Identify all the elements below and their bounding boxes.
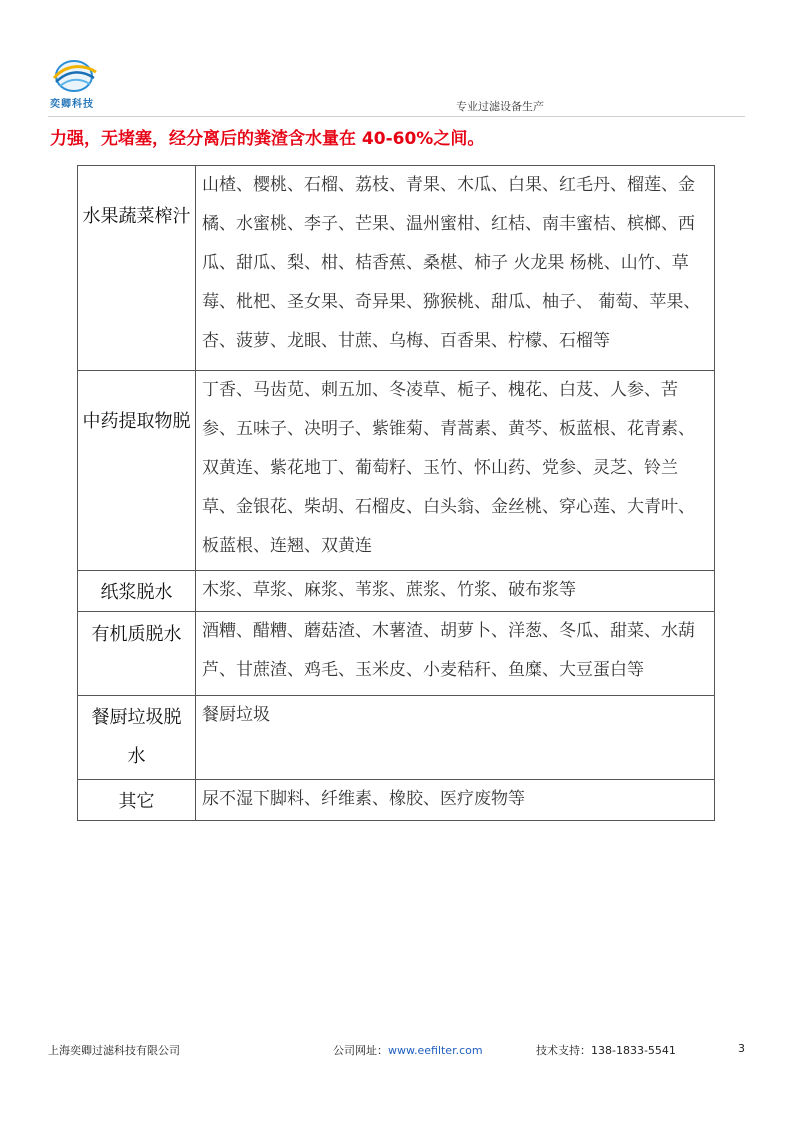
website-label: 公司网址：	[333, 1044, 388, 1057]
website-link[interactable]: www.eefilter.com	[388, 1044, 483, 1057]
table-row	[78, 371, 715, 571]
items-cell: 木浆、草浆、麻浆、苇浆、蔗浆、竹浆、破布浆等	[196, 571, 715, 612]
footer-website	[333, 1042, 483, 1058]
application-table	[77, 165, 715, 821]
table-row	[78, 612, 715, 696]
items-cell: 尿不湿下脚料、纤维素、橡胶、医疗废物等	[196, 780, 715, 821]
items-cell: 丁香、马齿苋、刺五加、冬凌草、栀子、槐花、白芨、人参、苦参、五味子、决明子、紫锥菊、青蒿素、黄芩、板蓝根、花青素、双黄连、紫花地丁、葡萄籽、玉竹、怀山药、党参、灵芝、铃兰草、金银花、柴胡、石榴皮、白头翁、金丝桃、穿心莲、大青叶、板蓝根、连翘、双黄连	[196, 371, 715, 571]
support-label: 技术支持：	[536, 1044, 591, 1057]
footer-company: 上海奕卿过滤科技有限公司	[48, 1044, 180, 1057]
globe-logo-icon	[48, 56, 100, 96]
footer-support	[536, 1042, 676, 1058]
logo-text: 奕卿科技	[50, 99, 94, 110]
category-cell	[78, 371, 196, 571]
category-cell: 纸浆脱水	[78, 571, 196, 612]
items-cell: 餐厨垃圾	[196, 696, 715, 780]
table-row	[78, 780, 715, 821]
lead-text: 力强，无堵塞，经分离后的粪渣含水量在 40-60%之间。	[50, 129, 485, 149]
page-number: 3	[738, 1042, 745, 1055]
category-cell	[78, 612, 196, 696]
header-divider	[48, 116, 745, 117]
category-label: 中药提取物脱	[82, 411, 191, 432]
table-row	[78, 696, 715, 780]
header-tagline: 专业过滤设备生产	[456, 100, 544, 113]
items-cell: 酒糟、醋糟、蘑菇渣、木薯渣、胡萝卜、洋葱、冬瓜、甜菜、水葫芦、甘蔗渣、鸡毛、玉米皮、小麦秸秆、鱼糜、大豆蛋白等	[196, 612, 715, 696]
category-label: 水果蔬菜榨汁	[82, 206, 191, 227]
category-label: 有机质脱水	[91, 624, 182, 645]
support-phone: 138-1833-5541	[591, 1044, 676, 1057]
category-label: 餐厨垃圾脱水	[91, 707, 182, 767]
category-cell	[78, 696, 196, 780]
category-cell: 其它	[78, 780, 196, 821]
items-cell: 山楂、樱桃、石榴、荔枝、青果、木瓜、白果、红毛丹、榴莲、金橘、水蜜桃、李子、芒果、温州蜜柑、红桔、南丰蜜桔、槟榔、西瓜、甜瓜、梨、柑、桔香蕉、桑椹、柿子 火龙果 杨桃、山竹、草莓、枇杷、圣女果、奇异果、猕猴桃、甜瓜、柚子、 葡萄、苹果、杏、菠萝、龙眼、甘蔗、乌梅、百香果、柠檬、石榴等	[196, 166, 715, 371]
category-cell	[78, 166, 196, 371]
table-row	[78, 166, 715, 371]
table-row	[78, 571, 715, 612]
